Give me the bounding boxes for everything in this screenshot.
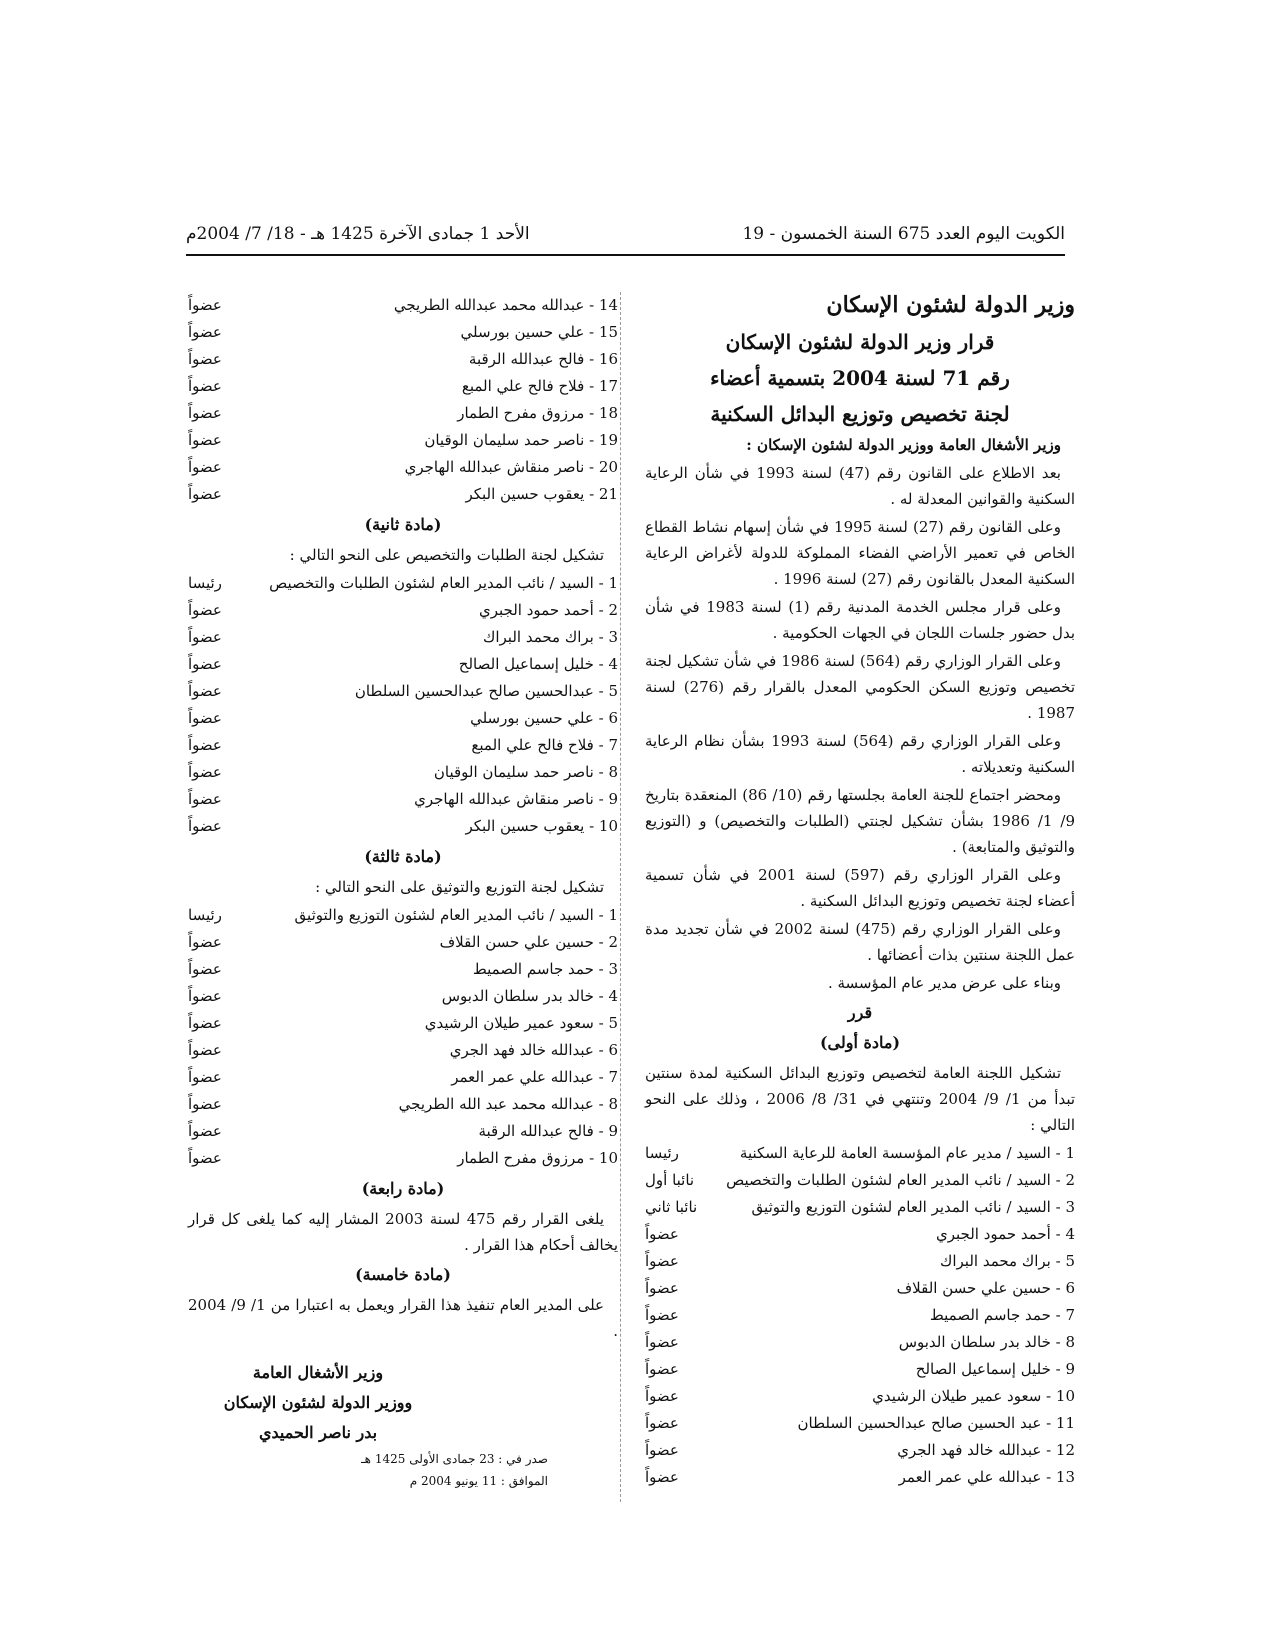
member-role: عضواً (188, 655, 222, 673)
header-issue-info: الكويت اليوم العدد 675 السنة الخمسون - 19 (742, 224, 1065, 244)
member-row (645, 1221, 1075, 1248)
member-role: عضواً (188, 790, 222, 808)
member-role: عضواً (645, 1441, 679, 1459)
preamble-paragraph: وعلى قرار مجلس الخدمة المدنية رقم (1) لسنة 1983 في شأن بدل حضور جلسات اللجان في الجهات الحكومية . (645, 598, 1075, 642)
member-role: عضواً (188, 736, 222, 754)
member-row (188, 678, 618, 705)
member-name: 9 - فالح عبدالله الرقبة (478, 1122, 618, 1140)
member-role: عضواً (645, 1468, 679, 1486)
member-name: 1 - السيد / نائب المدير العام لشئون التوزيع والتوثيق (294, 906, 618, 924)
article1-heading: (مادة أولى) (819, 1033, 901, 1052)
signature-block (188, 1358, 448, 1448)
member-role: نائبا ثاني (645, 1198, 698, 1216)
member-name: 7 - حمد جاسم الصميط (929, 1306, 1075, 1324)
preamble-paragraph: وزير الأشغال العامة ووزير الدولة لشئون الإسكان : (746, 436, 1061, 454)
member-name: 8 - خالد بدر سلطان الدبوس (898, 1333, 1075, 1351)
member-role: عضواً (188, 404, 222, 422)
decree-title-line: لجنة تخصيص وتوزيع البدائل السكنية (710, 402, 1010, 426)
decree-title-line: رقم 71 لسنة 2004 بتسمية أعضاء (710, 366, 1010, 390)
member-row (188, 813, 618, 840)
article3-heading: (مادة ثالثة) (364, 847, 442, 866)
member-role: عضواً (188, 458, 222, 476)
member-row (188, 929, 618, 956)
page-header (186, 224, 1065, 256)
issue-date: صدر في : 23 جمادى الأولى 1425 هـ (361, 1452, 548, 1466)
preamble-paragraph: وبناء على عرض مدير عام المؤسسة . (827, 974, 1061, 992)
member-role: عضواً (188, 817, 222, 835)
preamble-paragraph: وعلى القرار الوزاري رقم (564) لسنة 1986 في شأن تشكيل لجنة تخصيص وتوزيع السكن الحكومي المعدل بالقرار رقم (276) لسنة 1987 . (645, 652, 1075, 722)
member-name: 10 - سعود عمير طيلان الرشيدي (872, 1387, 1075, 1405)
preamble-paragraph: وعلى القانون رقم (27) لسنة 1995 في شأن إسهام نشاط القطاع الخاص في تعمير الأراضي الفضاء المملوكة للدولة لأغراض الرعاية السكنية المعدل بالقانون رقم (27) لسنة 1996 . (645, 518, 1075, 588)
article3-intro: تشكيل لجنة التوزيع والتوثيق على النحو التالي : (315, 878, 604, 896)
member-name: 3 - براك محمد البراك (482, 628, 618, 646)
member-name: 16 - فالح عبدالله الرقبة (468, 350, 618, 368)
member-role: عضواً (188, 1149, 222, 1167)
member-name: 2 - حسين علي حسن القلاف (439, 933, 618, 951)
member-role: نائبا أول (645, 1171, 695, 1189)
member-row (645, 1194, 1075, 1221)
member-role: عضواً (645, 1387, 679, 1405)
member-row (188, 346, 618, 373)
member-role: عضواً (188, 1122, 222, 1140)
member-name: 6 - علي حسين بورسلي (470, 709, 618, 727)
member-row (188, 1064, 618, 1091)
member-row (188, 400, 618, 427)
member-name: 2 - أحمد حمود الجبري (478, 601, 618, 619)
member-row (645, 1410, 1075, 1437)
member-row (645, 1167, 1075, 1194)
article2-member-list (188, 570, 618, 840)
member-role: عضواً (188, 431, 222, 449)
member-name: 20 - ناصر منقاش عبدالله الهاجري (404, 458, 618, 476)
member-row (188, 292, 618, 319)
signature-line: ووزير الدولة لشئون الإسكان (223, 1393, 413, 1412)
article1-member-list (645, 1140, 1075, 1491)
article3-member-list (188, 902, 618, 1172)
member-row (188, 454, 618, 481)
article4-text: يلغى القرار رقم 475 لسنة 2003 المشار إليه كما يلغى كل قرار يخالف أحكام هذا القرار . (188, 1210, 618, 1254)
member-row (188, 481, 618, 508)
article1-intro: تشكيل اللجنة العامة لتخصيص وتوزيع البدائل السكنية لمدة سنتين تبدأ من 1/ 9/ 2004 وتنتهي في 31/ 8/ 2006 ، وذلك على النحو التالي : (645, 1064, 1076, 1134)
decree-title (645, 324, 1075, 432)
member-row (188, 373, 618, 400)
member-role: عضواً (645, 1360, 679, 1378)
member-name: 18 - مرزوق مفرح الطمار (457, 404, 618, 422)
member-row (188, 1091, 618, 1118)
member-role: عضواً (188, 1095, 222, 1113)
member-name: 3 - حمد جاسم الصميط (472, 960, 618, 978)
header-date: الأحد 1 جمادى الآخرة 1425 هـ - 18/ 7/ 2004م (186, 224, 530, 244)
member-row (188, 1145, 618, 1172)
member-name: 8 - ناصر حمد سليمان الوقيان (433, 763, 618, 781)
member-row (188, 597, 618, 624)
member-row (188, 956, 618, 983)
preamble-paragraph: وعلى القرار الوزاري رقم (564) لسنة 1993 بشأن نظام الرعاية السكنية وتعديلاته . (645, 732, 1075, 776)
preamble-paragraph: ومحضر اجتماع للجنة العامة بجلستها رقم (10/ 86) المنعقدة بتاريخ 9/ 1/ 1986 بشأن تشكيل لجنتي (الطلبات والتخصيص) و (التوزيع والتوثيق والمتابعة) . (645, 786, 1075, 856)
member-role: عضواً (645, 1252, 679, 1270)
member-row (188, 624, 618, 651)
member-role: عضواً (188, 1041, 222, 1059)
member-name: 14 - عبدالله محمد عبدالله الطريجي (393, 296, 618, 314)
signature-line: وزير الأشغال العامة (252, 1363, 384, 1382)
member-row (188, 705, 618, 732)
member-name: 10 - مرزوق مفرح الطمار (457, 1149, 618, 1167)
decided-heading: قرر (847, 1003, 873, 1022)
member-role: عضواً (188, 296, 222, 314)
member-name: 8 - عبدالله محمد عبد الله الطريجي (398, 1095, 618, 1113)
member-name: 5 - سعود عمير طيلان الرشيدي (424, 1014, 618, 1032)
member-role: عضواً (188, 377, 222, 395)
article2-heading: (مادة ثانية) (364, 515, 442, 534)
member-role: عضواً (645, 1333, 679, 1351)
member-row (188, 1118, 618, 1145)
member-row (645, 1464, 1075, 1491)
member-role: رئيسا (188, 906, 222, 924)
article5-heading: (مادة خامسة) (355, 1265, 451, 1284)
preamble (645, 432, 1075, 996)
article2-intro: تشكيل لجنة الطلبات والتخصيص على النحو التالي : (289, 546, 604, 564)
member-role: عضواً (188, 628, 222, 646)
issue-date-gregorian: الموافق : 11 يونيو 2004 م (409, 1474, 548, 1488)
member-row (645, 1275, 1075, 1302)
member-name: 12 - عبدالله خالد فهد الجري (897, 1441, 1075, 1459)
member-name: 6 - عبدالله خالد فهد الجري (449, 1041, 618, 1059)
member-name: 4 - خالد بدر سلطان الدبوس (441, 987, 618, 1005)
member-row (188, 570, 618, 597)
member-name: 19 - ناصر حمد سليمان الوقيان (424, 431, 618, 449)
signature-name: بدر ناصر الحميدي (258, 1423, 378, 1442)
member-row (188, 786, 618, 813)
decree-title-line: قرار وزير الدولة لشئون الإسكان (725, 330, 995, 354)
member-name: 1 - السيد / مدير عام المؤسسة العامة للرعاية السكنية (739, 1144, 1075, 1162)
member-role: عضواً (188, 763, 222, 781)
member-role: عضواً (645, 1306, 679, 1324)
article4-heading: (مادة رابعة) (361, 1179, 445, 1198)
member-role: رئيسا (188, 574, 222, 592)
member-role: عضواً (188, 709, 222, 727)
member-role: عضواً (645, 1414, 679, 1432)
member-name: 9 - ناصر منقاش عبدالله الهاجري (414, 790, 618, 808)
member-row (188, 1010, 618, 1037)
member-name: 5 - براك محمد البراك (939, 1252, 1075, 1270)
member-name: 3 - السيد / نائب المدير العام لشئون التوزيع والتوثيق (751, 1198, 1075, 1216)
member-name: 13 - عبدالله علي عمر العمر (898, 1468, 1075, 1486)
member-name: 4 - أحمد حمود الجبري (935, 1225, 1075, 1243)
member-row (188, 1037, 618, 1064)
member-role: عضواً (188, 1014, 222, 1032)
member-row (188, 651, 618, 678)
member-role: عضواً (188, 1068, 222, 1086)
member-row (188, 427, 618, 454)
member-name: 17 - فلاح فالح علي المبع (461, 377, 618, 395)
member-row (645, 1302, 1075, 1329)
right-column (645, 292, 1075, 1491)
member-role: رئيسا (645, 1144, 679, 1162)
member-role: عضواً (188, 933, 222, 951)
member-name: 6 - حسين علي حسن القلاف (896, 1279, 1075, 1297)
member-role: عضواً (188, 601, 222, 619)
left-column (188, 292, 618, 1492)
column-divider (620, 292, 621, 1502)
member-row (645, 1248, 1075, 1275)
member-row (188, 732, 618, 759)
member-row (188, 983, 618, 1010)
ministry-heading: وزير الدولة لشئون الإسكان (826, 292, 1075, 318)
member-name: 9 - خليل إسماعيل الصالح (915, 1360, 1075, 1378)
member-name: 4 - خليل إسماعيل الصالح (458, 655, 618, 673)
member-role: عضواً (188, 682, 222, 700)
member-name: 7 - عبدالله علي عمر العمر (451, 1068, 618, 1086)
preamble-paragraph: وعلى القرار الوزاري رقم (475) لسنة 2002 في شأن تجديد مدة عمل اللجنة سنتين بذات أعضائها . (645, 920, 1075, 964)
member-row (645, 1140, 1075, 1167)
member-row (645, 1329, 1075, 1356)
preamble-paragraph: وعلى القرار الوزاري رقم (597) لسنة 2001 في شأن تسمية أعضاء لجنة تخصيص وتوزيع البدائل السكنية . (645, 866, 1075, 910)
member-role: عضواً (188, 485, 222, 503)
member-role: عضواً (188, 350, 222, 368)
member-role: عضواً (645, 1225, 679, 1243)
member-name: 2 - السيد / نائب المدير العام لشئون الطلبات والتخصيص (726, 1171, 1075, 1189)
member-row (188, 902, 618, 929)
member-name: 5 - عبدالحسين صالح عبدالحسين السلطان (354, 682, 618, 700)
article1-member-list-continued (188, 292, 618, 508)
member-row (645, 1383, 1075, 1410)
member-row (188, 319, 618, 346)
member-name: 1 - السيد / نائب المدير العام لشئون الطلبات والتخصيص (269, 574, 618, 592)
member-role: عضواً (188, 960, 222, 978)
member-name: 11 - عبد الحسين صالح عبدالحسين السلطان (797, 1414, 1075, 1432)
member-role: عضواً (645, 1279, 679, 1297)
preamble-paragraph: بعد الاطلاع على القانون رقم (47) لسنة 1993 في شأن الرعاية السكنية والقوانين المعدلة له . (645, 464, 1075, 508)
member-name: 15 - علي حسين بورسلي (460, 323, 618, 341)
member-row (188, 759, 618, 786)
member-role: عضواً (188, 323, 222, 341)
article5-text: على المدير العام تنفيذ هذا القرار ويعمل به اعتبارا من 1/ 9/ 2004 . (188, 1296, 618, 1340)
member-row (645, 1356, 1075, 1383)
member-row (645, 1437, 1075, 1464)
member-role: عضواً (188, 987, 222, 1005)
member-name: 7 - فلاح فالح علي المبع (471, 736, 618, 754)
member-name: 21 - يعقوب حسين البكر (465, 485, 618, 503)
member-name: 10 - يعقوب حسين البكر (465, 817, 618, 835)
